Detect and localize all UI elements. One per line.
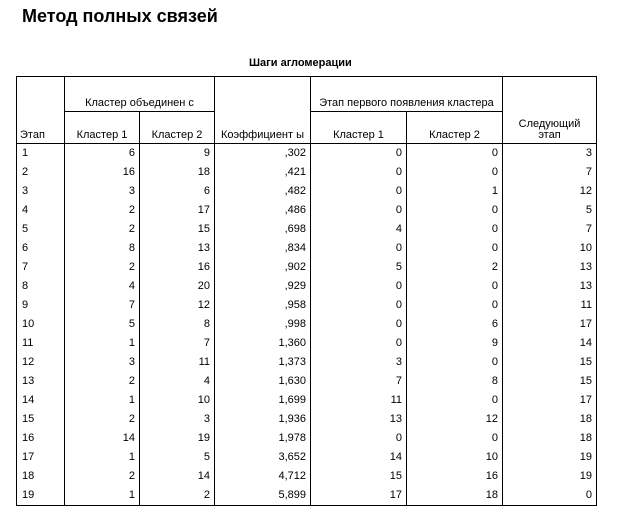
cell-coefficient: 1,978 bbox=[215, 429, 311, 448]
cell-cluster-1: 3 bbox=[65, 353, 140, 372]
cell-first-cluster-2: 1 bbox=[407, 182, 503, 201]
cell-cluster-1: 14 bbox=[65, 429, 140, 448]
cell-first-cluster-1: 4 bbox=[311, 220, 407, 239]
cell-first-cluster-2: 0 bbox=[407, 239, 503, 258]
cell-cluster-2: 17 bbox=[140, 201, 215, 220]
header-first-cluster-1: Кластер 1 bbox=[311, 112, 407, 144]
cell-next-stage: 13 bbox=[503, 258, 597, 277]
cell-stage: 3 bbox=[17, 182, 65, 201]
table-row bbox=[17, 486, 597, 506]
cell-cluster-2: 20 bbox=[140, 277, 215, 296]
cell-stage: 4 bbox=[17, 201, 65, 220]
header-coefficients: Коэффициент ы bbox=[215, 77, 311, 144]
cell-first-cluster-1: 0 bbox=[311, 201, 407, 220]
cell-cluster-2: 9 bbox=[140, 144, 215, 164]
cell-coefficient: ,958 bbox=[215, 296, 311, 315]
cell-cluster-2: 4 bbox=[140, 372, 215, 391]
table-row bbox=[17, 201, 597, 220]
cell-first-cluster-2: 9 bbox=[407, 334, 503, 353]
header-cluster-1: Кластер 1 bbox=[65, 112, 140, 144]
cell-cluster-1: 5 bbox=[65, 315, 140, 334]
cell-cluster-2: 6 bbox=[140, 182, 215, 201]
cell-first-cluster-1: 15 bbox=[311, 467, 407, 486]
cell-first-cluster-1: 17 bbox=[311, 486, 407, 506]
cell-first-cluster-1: 0 bbox=[311, 334, 407, 353]
cell-stage: 1 bbox=[17, 144, 65, 164]
cell-first-cluster-2: 0 bbox=[407, 201, 503, 220]
cell-coefficient: ,482 bbox=[215, 182, 311, 201]
cell-next-stage: 3 bbox=[503, 144, 597, 164]
table-row bbox=[17, 144, 597, 164]
header-first-cluster-2: Кластер 2 bbox=[407, 112, 503, 144]
cell-first-cluster-2: 0 bbox=[407, 220, 503, 239]
header-next-stage: Следующий этап bbox=[503, 77, 597, 144]
cell-coefficient: ,486 bbox=[215, 201, 311, 220]
table-row bbox=[17, 182, 597, 201]
cell-next-stage: 7 bbox=[503, 163, 597, 182]
agglomeration-table bbox=[16, 76, 597, 506]
cell-cluster-2: 5 bbox=[140, 448, 215, 467]
cell-cluster-1: 3 bbox=[65, 182, 140, 201]
cell-first-cluster-2: 10 bbox=[407, 448, 503, 467]
cell-stage: 12 bbox=[17, 353, 65, 372]
cell-cluster-2: 16 bbox=[140, 258, 215, 277]
table-row bbox=[17, 391, 597, 410]
cell-first-cluster-1: 13 bbox=[311, 410, 407, 429]
cell-cluster-1: 2 bbox=[65, 220, 140, 239]
cell-cluster-2: 10 bbox=[140, 391, 215, 410]
table-row bbox=[17, 296, 597, 315]
cell-cluster-1: 2 bbox=[65, 201, 140, 220]
cell-stage: 10 bbox=[17, 315, 65, 334]
cell-cluster-1: 2 bbox=[65, 467, 140, 486]
table-row bbox=[17, 163, 597, 182]
header-stage: Этап bbox=[17, 77, 65, 144]
cell-stage: 8 bbox=[17, 277, 65, 296]
cell-coefficient: ,902 bbox=[215, 258, 311, 277]
cell-first-cluster-1: 3 bbox=[311, 353, 407, 372]
cell-next-stage: 14 bbox=[503, 334, 597, 353]
cell-cluster-1: 8 bbox=[65, 239, 140, 258]
cell-next-stage: 18 bbox=[503, 410, 597, 429]
cell-first-cluster-1: 0 bbox=[311, 277, 407, 296]
table-row bbox=[17, 239, 597, 258]
cell-cluster-1: 2 bbox=[65, 372, 140, 391]
cell-coefficient: ,998 bbox=[215, 315, 311, 334]
cell-first-cluster-1: 0 bbox=[311, 163, 407, 182]
cell-coefficient: ,421 bbox=[215, 163, 311, 182]
cell-first-cluster-1: 0 bbox=[311, 296, 407, 315]
cell-stage: 9 bbox=[17, 296, 65, 315]
cell-first-cluster-2: 0 bbox=[407, 277, 503, 296]
cell-coefficient: ,834 bbox=[215, 239, 311, 258]
cell-first-cluster-2: 0 bbox=[407, 144, 503, 164]
cell-stage: 17 bbox=[17, 448, 65, 467]
cell-next-stage: 19 bbox=[503, 448, 597, 467]
cell-next-stage: 18 bbox=[503, 429, 597, 448]
cell-next-stage: 5 bbox=[503, 201, 597, 220]
cell-cluster-1: 1 bbox=[65, 486, 140, 506]
table-row bbox=[17, 429, 597, 448]
table-row bbox=[17, 277, 597, 296]
cell-coefficient: ,698 bbox=[215, 220, 311, 239]
cell-stage: 13 bbox=[17, 372, 65, 391]
cell-cluster-2: 15 bbox=[140, 220, 215, 239]
cell-first-cluster-1: 11 bbox=[311, 391, 407, 410]
cell-cluster-2: 18 bbox=[140, 163, 215, 182]
cell-next-stage: 17 bbox=[503, 391, 597, 410]
cell-coefficient: ,302 bbox=[215, 144, 311, 164]
header-cluster-combined: Кластер объединен с bbox=[65, 77, 215, 112]
cell-first-cluster-2: 0 bbox=[407, 296, 503, 315]
table-row bbox=[17, 372, 597, 391]
page-title: Метод полных связей bbox=[22, 6, 218, 26]
cell-cluster-2: 7 bbox=[140, 334, 215, 353]
cell-first-cluster-1: 0 bbox=[311, 144, 407, 164]
cell-stage: 2 bbox=[17, 163, 65, 182]
table-row bbox=[17, 353, 597, 372]
cell-stage: 6 bbox=[17, 239, 65, 258]
cell-next-stage: 15 bbox=[503, 372, 597, 391]
header-first-appearance: Этап первого появления кластера bbox=[311, 77, 503, 112]
cell-stage: 15 bbox=[17, 410, 65, 429]
table-row bbox=[17, 448, 597, 467]
cell-next-stage: 15 bbox=[503, 353, 597, 372]
table-row bbox=[17, 220, 597, 239]
cell-coefficient: 1,936 bbox=[215, 410, 311, 429]
table-row bbox=[17, 410, 597, 429]
table-row bbox=[17, 258, 597, 277]
cell-coefficient: ,929 bbox=[215, 277, 311, 296]
cell-first-cluster-2: 8 bbox=[407, 372, 503, 391]
cell-coefficient: 3,652 bbox=[215, 448, 311, 467]
cell-cluster-1: 1 bbox=[65, 334, 140, 353]
cell-stage: 7 bbox=[17, 258, 65, 277]
cell-first-cluster-1: 0 bbox=[311, 429, 407, 448]
cell-cluster-1: 4 bbox=[65, 277, 140, 296]
cell-stage: 11 bbox=[17, 334, 65, 353]
cell-first-cluster-2: 16 bbox=[407, 467, 503, 486]
cell-stage: 19 bbox=[17, 486, 65, 506]
cell-next-stage: 17 bbox=[503, 315, 597, 334]
cell-first-cluster-2: 6 bbox=[407, 315, 503, 334]
cell-coefficient: 5,899 bbox=[215, 486, 311, 506]
cell-first-cluster-2: 0 bbox=[407, 353, 503, 372]
cell-cluster-2: 2 bbox=[140, 486, 215, 506]
cell-coefficient: 1,360 bbox=[215, 334, 311, 353]
cell-coefficient: 1,630 bbox=[215, 372, 311, 391]
cell-first-cluster-2: 0 bbox=[407, 429, 503, 448]
cell-cluster-1: 7 bbox=[65, 296, 140, 315]
cell-stage: 16 bbox=[17, 429, 65, 448]
cell-cluster-2: 19 bbox=[140, 429, 215, 448]
cell-next-stage: 10 bbox=[503, 239, 597, 258]
cell-first-cluster-1: 0 bbox=[311, 182, 407, 201]
cell-next-stage: 12 bbox=[503, 182, 597, 201]
cell-first-cluster-2: 0 bbox=[407, 163, 503, 182]
cell-cluster-2: 3 bbox=[140, 410, 215, 429]
cell-cluster-1: 1 bbox=[65, 391, 140, 410]
cell-coefficient: 4,712 bbox=[215, 467, 311, 486]
cell-cluster-1: 6 bbox=[65, 144, 140, 164]
cell-first-cluster-2: 12 bbox=[407, 410, 503, 429]
table-caption: Шаги агломерации bbox=[249, 57, 352, 69]
cell-cluster-1: 2 bbox=[65, 258, 140, 277]
cell-first-cluster-2: 18 bbox=[407, 486, 503, 506]
cell-stage: 14 bbox=[17, 391, 65, 410]
cell-cluster-2: 14 bbox=[140, 467, 215, 486]
cell-next-stage: 7 bbox=[503, 220, 597, 239]
cell-cluster-2: 8 bbox=[140, 315, 215, 334]
cell-first-cluster-1: 5 bbox=[311, 258, 407, 277]
table-row bbox=[17, 334, 597, 353]
table-row bbox=[17, 467, 597, 486]
cell-coefficient: 1,373 bbox=[215, 353, 311, 372]
cell-cluster-2: 13 bbox=[140, 239, 215, 258]
cell-stage: 18 bbox=[17, 467, 65, 486]
cell-first-cluster-1: 0 bbox=[311, 239, 407, 258]
cell-coefficient: 1,699 bbox=[215, 391, 311, 410]
cell-next-stage: 11 bbox=[503, 296, 597, 315]
cell-first-cluster-1: 14 bbox=[311, 448, 407, 467]
header-cluster-2: Кластер 2 bbox=[140, 112, 215, 144]
cell-next-stage: 19 bbox=[503, 467, 597, 486]
cell-first-cluster-1: 7 bbox=[311, 372, 407, 391]
cell-cluster-2: 11 bbox=[140, 353, 215, 372]
cell-first-cluster-2: 2 bbox=[407, 258, 503, 277]
cell-stage: 5 bbox=[17, 220, 65, 239]
table-body bbox=[17, 144, 597, 506]
cell-next-stage: 13 bbox=[503, 277, 597, 296]
cell-first-cluster-1: 0 bbox=[311, 315, 407, 334]
header-row-1 bbox=[17, 77, 597, 112]
table-row bbox=[17, 315, 597, 334]
cell-first-cluster-2: 0 bbox=[407, 391, 503, 410]
cell-next-stage: 0 bbox=[503, 486, 597, 506]
cell-cluster-1: 16 bbox=[65, 163, 140, 182]
cell-cluster-1: 1 bbox=[65, 448, 140, 467]
cell-cluster-2: 12 bbox=[140, 296, 215, 315]
cell-cluster-1: 2 bbox=[65, 410, 140, 429]
